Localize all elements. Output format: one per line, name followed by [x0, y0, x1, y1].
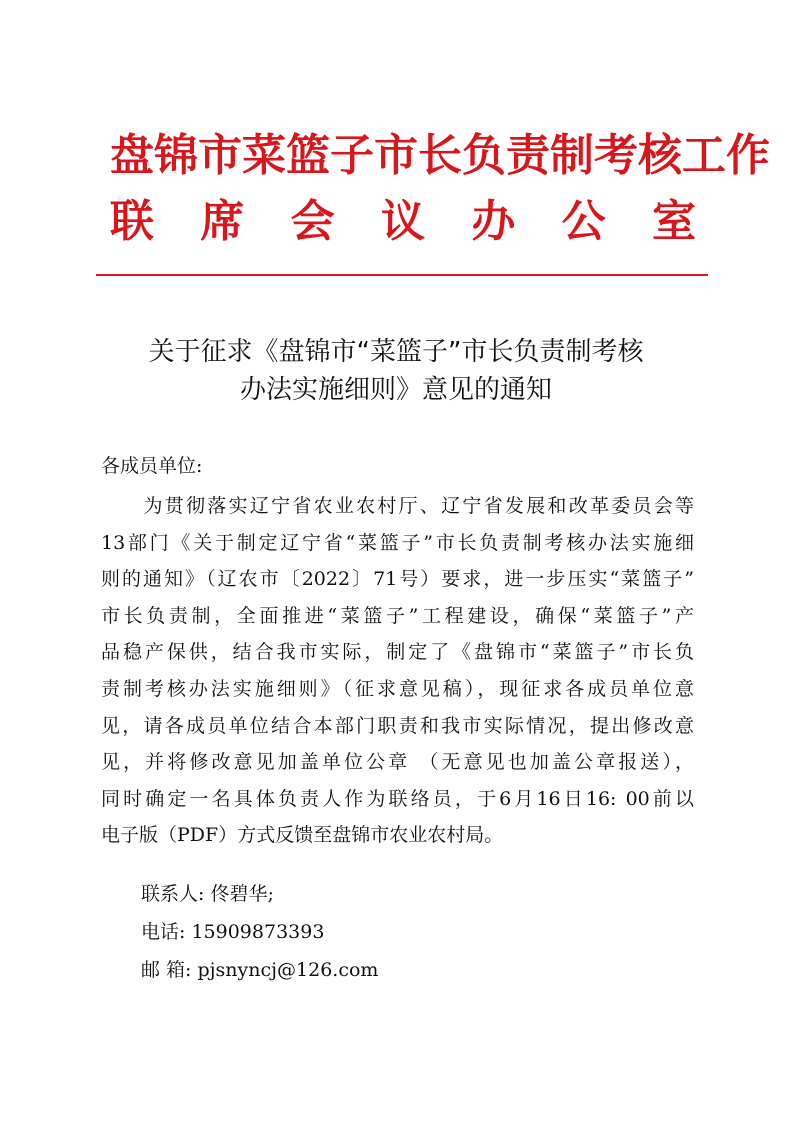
issuer-char: 议 — [380, 196, 425, 247]
issuer-name-line1: 盘锦市菜篮子市长负责制考核工作 — [110, 130, 770, 181]
body-paragraph — [101, 488, 694, 854]
issuer-char: 办 — [471, 196, 516, 247]
contact-phone-label: 电话: — [141, 921, 186, 943]
issuer-char: 会 — [290, 196, 335, 247]
document-title-line2: 办法实施细则》意见的通知 — [239, 375, 552, 405]
body-line: 见，请各成员单位结合本部门职责和我市实际情况，提出修改意 — [101, 714, 694, 737]
body-line: 见，并将修改意见加盖单位公章 （无意见也加盖公章报送）， — [101, 751, 694, 774]
body-line: 则的通知》（辽农市〔2022〕71号）要求，进一步压实“菜篮子” — [101, 568, 694, 591]
contact-phone-value: 15909873393 — [191, 921, 325, 943]
contact-phone — [141, 920, 324, 944]
issuer-char: 联 — [110, 196, 154, 247]
document-title — [90, 333, 702, 409]
contact-email-label: 邮 箱: — [141, 959, 192, 981]
issuer-char: 室 — [651, 196, 696, 247]
issuer-name-line2 — [110, 192, 696, 252]
body-line: 责制考核办法实施细则》（征求意见稿），现征求各成员单位意 — [101, 677, 694, 700]
document-title-line1: 关于征求《盘锦市“菜篮子”市长负责制考核 — [148, 337, 644, 367]
header-divider — [96, 274, 708, 276]
issuer-char: 公 — [561, 196, 606, 247]
contact-person-value: 佟碧华; — [210, 883, 274, 905]
body-line: 同时确定一名具体负责人作为联络员，于6月16日16: 00前以 — [101, 787, 694, 810]
body-line: 市长负责制，全面推进“菜篮子”工程建设，确保“菜篮子”产 — [101, 604, 694, 627]
body-line: 品稳产保供，结合我市实际，制定了《盘锦市“菜篮子”市长负 — [101, 641, 694, 664]
body-line: 为贯彻落实辽宁省农业农村厅、辽宁省发展和改革委员会等 — [101, 495, 694, 517]
body-line: 电子版（PDF）方式反馈至盘锦市农业农村局。 — [101, 824, 504, 847]
body-line: 13部门《关于制定辽宁省“菜篮子”市长负责制考核办法实施细 — [101, 531, 694, 554]
contact-email-value: pjsnyncj@126.com — [197, 959, 379, 981]
contact-person — [141, 882, 274, 906]
issuer-char: 席 — [200, 196, 245, 247]
salutation: 各成员单位: — [101, 455, 203, 477]
contact-email — [141, 958, 378, 982]
contact-person-label: 联系人: — [141, 883, 205, 905]
